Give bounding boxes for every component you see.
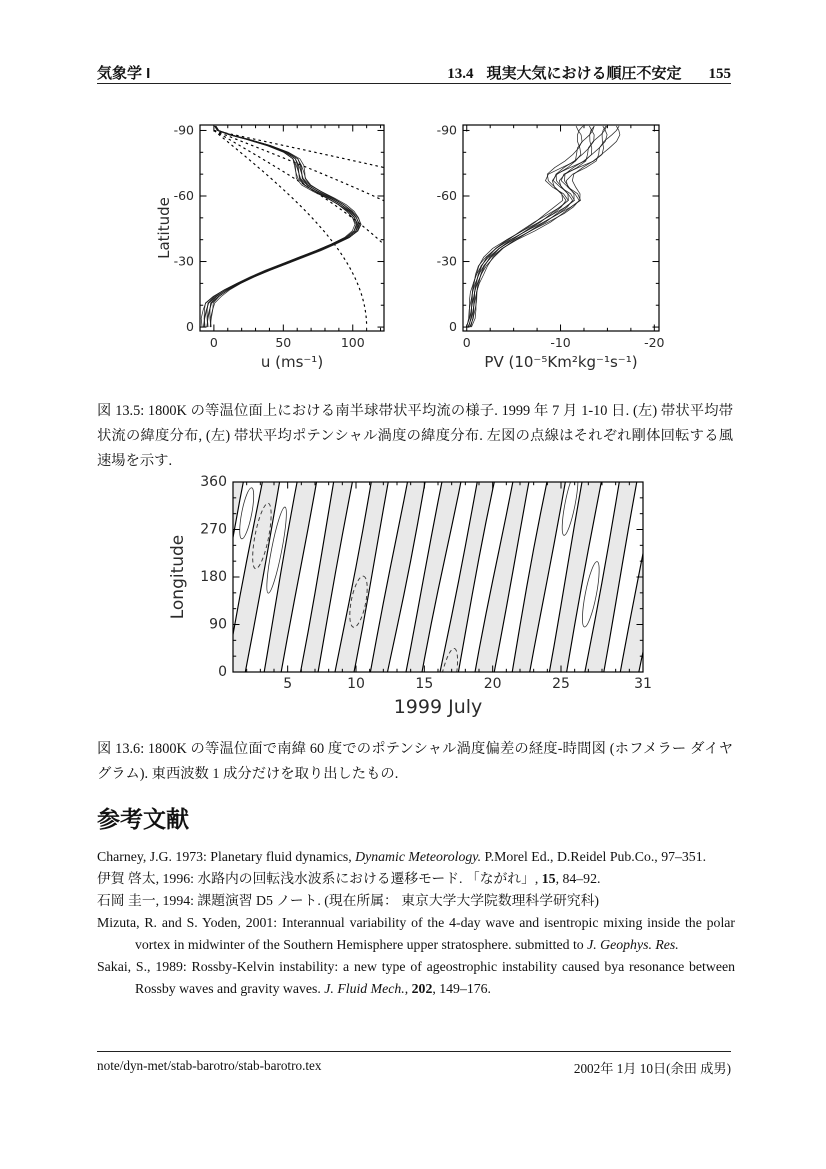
reference-text-segment: , bbox=[404, 981, 412, 996]
header-section-number: 13.4 bbox=[447, 66, 474, 82]
fig-13-6-hovmoller-diagram bbox=[161, 470, 691, 722]
reference-item bbox=[97, 890, 735, 912]
reference-text-segment: J. Fluid Mech. bbox=[324, 981, 405, 996]
svg-text:-60: -60 bbox=[173, 187, 194, 203]
footer-date: 2002年 1月 10日(余田 成男) bbox=[573, 1061, 731, 1076]
header-right bbox=[447, 62, 731, 83]
caption-figure-13-5: 図 13.5: 1800K の等温位面上における南半球帯状平均流の様子. 1999 年 7 月 1-10 日. (左) 帯状平均帯状流の緯度分布, (左) 帯状平均ポテンシャル渦度の緯度分布. 左図の点線はそれぞれ剛体回転する風速場を示す. bbox=[97, 403, 733, 469]
svg-text:0: 0 bbox=[209, 335, 218, 350]
svg-text:0: 0 bbox=[186, 319, 194, 335]
reference-list bbox=[97, 846, 735, 1000]
svg-text:PV (10⁻⁵Km²kg⁻¹s⁻¹): PV (10⁻⁵Km²kg⁻¹s⁻¹) bbox=[484, 353, 638, 371]
svg-text:31: 31 bbox=[634, 676, 652, 692]
reference-text-segment: , 149–176. bbox=[432, 981, 491, 996]
fig-13-5-left-chart-zonal-wind bbox=[157, 115, 407, 383]
reference-item bbox=[97, 956, 735, 1000]
svg-text:-90: -90 bbox=[436, 122, 457, 138]
svg-text:0: 0 bbox=[462, 335, 471, 350]
reference-text-segment: 202 bbox=[411, 981, 433, 996]
page-header bbox=[97, 62, 731, 84]
references-heading: 参考文献 bbox=[97, 806, 189, 832]
header-course-title: 気象学 I bbox=[97, 65, 151, 82]
footer-rule bbox=[97, 1051, 731, 1052]
svg-text:20: 20 bbox=[483, 676, 502, 692]
reference-text-segment: , 84–92. bbox=[555, 871, 601, 886]
reference-item bbox=[97, 868, 735, 890]
svg-text:-30: -30 bbox=[436, 253, 457, 269]
svg-text:180: 180 bbox=[200, 569, 227, 585]
reference-text-segment: Dynamic Meteorology. bbox=[355, 849, 482, 864]
svg-text:Longitude: Longitude bbox=[168, 534, 188, 620]
header-page-number: 155 bbox=[708, 66, 731, 82]
reference-text-segment: 伊賀 啓太, 1996: 水路内の回転浅水波系における遷移モード. 「ながれ」, bbox=[97, 871, 542, 886]
reference-text-segment: P.Morel Ed., D.Reidel Pub.Co., 97–351. bbox=[481, 849, 707, 864]
svg-text:50: 50 bbox=[275, 335, 292, 350]
svg-text:-90: -90 bbox=[173, 122, 194, 138]
reference-item bbox=[97, 912, 735, 956]
svg-text:5: 5 bbox=[283, 676, 293, 692]
reference-text-segment: J. Geophys. Res. bbox=[587, 937, 679, 952]
svg-text:15: 15 bbox=[415, 676, 434, 692]
svg-text:-30: -30 bbox=[173, 253, 194, 269]
reference-text-segment: Sakai, S., 1989: Rossby-Kelvin instability: a new type of ageostrophic instability caused bya resonance between Rossby waves and gravity waves. bbox=[97, 959, 735, 996]
svg-text:u (ms⁻¹): u (ms⁻¹) bbox=[260, 353, 324, 371]
svg-text:90: 90 bbox=[209, 616, 227, 633]
svg-text:360: 360 bbox=[200, 474, 227, 490]
footer-file-path: note/dyn-met/stab-barotro/stab-barotro.tex bbox=[97, 1058, 322, 1073]
reference-text-segment: 15 bbox=[541, 871, 556, 886]
svg-text:-60: -60 bbox=[436, 187, 457, 203]
svg-text:0: 0 bbox=[218, 664, 227, 680]
reference-text-segment: Charney, J.G. 1973: Planetary fluid dynamics, bbox=[97, 849, 356, 864]
header-section-title: 現実大気における順圧不安定 bbox=[486, 65, 682, 82]
svg-text:-10: -10 bbox=[550, 335, 571, 350]
page-footer bbox=[97, 1058, 731, 1077]
caption-figure-13-6: 図 13.6: 1800K の等温位面で南緯 60 度でのポテンシャル渦度偏差の経度-時間図 (ホフメラー ダイヤグラム). 東西波数 1 成分だけを取り出したもの. bbox=[97, 741, 733, 782]
svg-text:270: 270 bbox=[200, 521, 227, 538]
reference-text-segment: Mizuta, R. and S. Yoden, 2001: Interannual variability of the 4-day wave and isentropic mixing inside the polar vortex in midwinter of the Southern Hemisphere upper stratosphere. submitted to bbox=[97, 915, 735, 952]
svg-text:1999 July: 1999 July bbox=[393, 696, 483, 718]
fig-13-5-right-chart-potential-vorticity bbox=[413, 115, 673, 383]
reference-text-segment: 石岡 圭一, 1994: 課題演習 D5 ノート. (現在所属： 東京大学大学院数理科学研究科) bbox=[97, 893, 600, 908]
svg-text:25: 25 bbox=[552, 676, 570, 692]
svg-text:100: 100 bbox=[340, 335, 365, 350]
svg-text:-20: -20 bbox=[644, 335, 665, 350]
svg-text:10: 10 bbox=[347, 676, 365, 692]
svg-text:Latitude: Latitude bbox=[155, 197, 173, 259]
svg-text:0: 0 bbox=[449, 319, 457, 335]
reference-item bbox=[97, 846, 735, 868]
